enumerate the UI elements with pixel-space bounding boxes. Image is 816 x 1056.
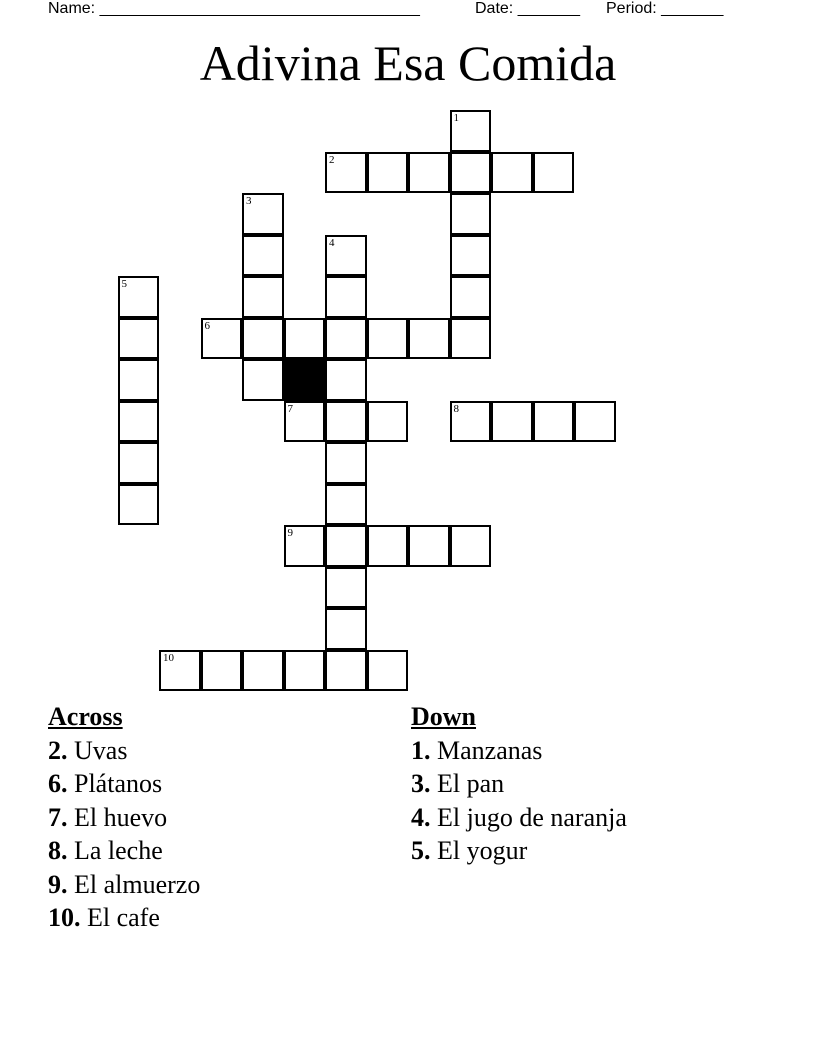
across-heading: Across <box>48 702 123 731</box>
across-clues <box>48 700 200 934</box>
crossword-cell[interactable] <box>450 235 492 277</box>
crossword-cell[interactable] <box>450 318 492 360</box>
crossword-cell[interactable] <box>325 235 367 277</box>
date-field-label[interactable]: Date: _______ <box>475 0 580 17</box>
crossword-cell[interactable] <box>325 359 367 401</box>
period-field-label[interactable]: Period: _______ <box>606 0 724 17</box>
clue-number: 3 <box>246 195 252 207</box>
crossword-cell[interactable] <box>242 650 284 692</box>
crossword-cell[interactable] <box>325 525 367 567</box>
clue-number: 6 <box>204 319 210 332</box>
crossword-cell[interactable] <box>201 318 243 360</box>
down-clues <box>411 700 627 868</box>
crossword-cell[interactable] <box>533 401 575 443</box>
crossword-cell[interactable] <box>367 318 409 360</box>
crossword-cell[interactable] <box>367 401 409 443</box>
crossword-cell[interactable] <box>491 401 533 443</box>
down-clue: 4. El jugo de naranja <box>411 802 627 832</box>
crossword-cell[interactable] <box>325 401 367 443</box>
crossword-cell[interactable] <box>325 650 367 692</box>
shaded-cell <box>284 359 326 401</box>
crossword-cell[interactable] <box>450 525 492 567</box>
crossword-cell[interactable] <box>367 152 409 194</box>
crossword-cell[interactable] <box>325 484 367 526</box>
crossword-cell[interactable] <box>367 650 409 692</box>
crossword-cell[interactable] <box>284 525 326 567</box>
crossword-cell[interactable] <box>118 318 160 360</box>
crossword-cell[interactable] <box>242 276 284 318</box>
crossword-cell[interactable] <box>242 359 284 401</box>
crossword-cell[interactable] <box>325 152 367 194</box>
clue-number: 7 <box>287 402 293 415</box>
clue-number: 8 <box>453 402 459 415</box>
crossword-cell[interactable] <box>408 318 450 360</box>
crossword-cell[interactable] <box>367 525 409 567</box>
crossword-cell[interactable] <box>242 193 284 235</box>
across-clue: 9. El almuerzo <box>48 869 201 899</box>
clue-number: 10 <box>163 651 174 664</box>
crossword-cell[interactable] <box>118 401 160 443</box>
clue-number: 9 <box>287 527 293 539</box>
crossword-cell[interactable] <box>450 110 492 152</box>
down-heading: Down <box>411 702 477 731</box>
crossword-cell[interactable] <box>450 152 492 194</box>
crossword-cell[interactable] <box>159 650 201 692</box>
across-clue: 2. Uvas <box>48 736 128 765</box>
across-clue: 8. La leche <box>48 836 163 866</box>
across-clue: 10. El cafe <box>48 903 160 933</box>
crossword-cell[interactable] <box>284 318 326 360</box>
down-clue: 5. El yogur <box>411 836 528 866</box>
crossword-cell[interactable] <box>408 152 450 194</box>
crossword-cell[interactable] <box>118 359 160 401</box>
crossword-cell[interactable] <box>325 442 367 484</box>
clue-number: 1 <box>453 112 459 124</box>
across-clue: 7. El huevo <box>48 802 168 832</box>
crossword-cell[interactable] <box>325 318 367 360</box>
page-title: Adivina Esa Comida <box>199 35 617 91</box>
crossword-cell[interactable] <box>118 442 160 484</box>
crossword-cell[interactable] <box>242 318 284 360</box>
crossword-cell[interactable] <box>574 401 616 443</box>
crossword-cell[interactable] <box>118 276 160 318</box>
clue-number: 4 <box>329 236 335 249</box>
crossword-cell[interactable] <box>533 152 575 194</box>
name-field-label[interactable]: Name: ____________________________________ <box>48 0 420 17</box>
crossword-cell[interactable] <box>284 401 326 443</box>
crossword-cell[interactable] <box>450 401 492 443</box>
crossword-cell[interactable] <box>325 276 367 318</box>
down-clue: 3. El pan <box>411 769 505 799</box>
crossword-cell[interactable] <box>242 235 284 277</box>
crossword-cell[interactable] <box>284 650 326 692</box>
crossword-cell[interactable] <box>201 650 243 692</box>
clue-number: 5 <box>121 278 127 290</box>
down-clue: 1. Manzanas <box>411 736 543 765</box>
crossword-cell[interactable] <box>491 152 533 194</box>
crossword-cell[interactable] <box>450 276 492 318</box>
crossword-cell[interactable] <box>408 525 450 567</box>
crossword-cell[interactable] <box>325 567 367 609</box>
crossword-cell[interactable] <box>118 484 160 526</box>
crossword-cell[interactable] <box>450 193 492 235</box>
clue-number: 2 <box>329 153 335 166</box>
crossword-cell[interactable] <box>325 608 367 650</box>
across-clue: 6. Plátanos <box>48 769 163 799</box>
